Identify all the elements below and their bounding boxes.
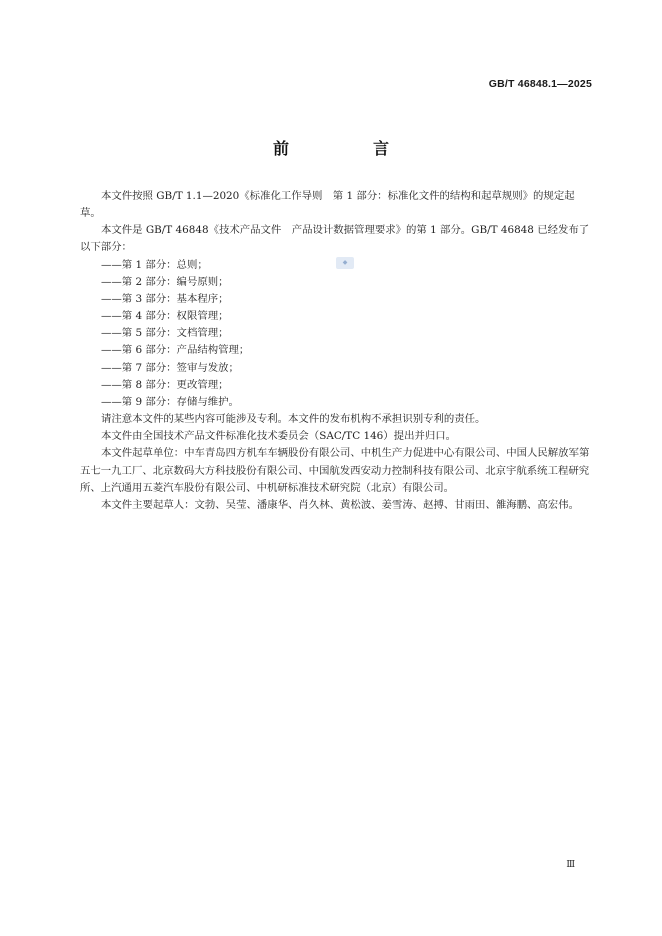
list-item: ——第 4 部分：权限管理； xyxy=(101,310,229,323)
list-item: ——第 8 部分：更改管理； xyxy=(101,378,229,391)
paragraph-proposer: 本文件由全国技术产品文件标准化技术委员会（SAC/TC 146）提出并归口。 xyxy=(101,430,457,443)
list-item: ——第 9 部分：存储与维护。 xyxy=(101,395,239,408)
paragraph-drafting-units: 本文件起草单位：中车青岛四方机车车辆股份有限公司、中机生产力促进中心有限公司、中国人民解放军第五七一九工厂、北京数码大方科技股份有限公司、中国航发西安动力控制科技有限公司、北京宇航系统工程研究所、上汽通用五菱汽车股份有限公司、中机研标准技术研究院（北京）有限公司。 xyxy=(80,447,590,494)
paragraph-patent-notice: 请注意本文件的某些内容可能涉及专利。本文件的发布机构不承担识别专利的责任。 xyxy=(101,413,486,426)
list-item: ——第 3 部分：基本程序； xyxy=(101,292,229,305)
list-item: ——第 7 部分：签审与发放； xyxy=(101,361,239,374)
watermark-logo-icon: ◆ xyxy=(336,257,354,269)
list-item: ——第 5 部分：文档管理； xyxy=(101,327,229,340)
foreword-body xyxy=(80,188,592,514)
list-item: ——第 6 部分：产品结构管理； xyxy=(101,344,250,357)
page-title: 前 言 xyxy=(272,139,423,158)
list-item: ——第 2 部分：编号原则； xyxy=(101,275,229,288)
paragraph-series-intro: 本文件是 GB/T 46848《技术产品文件 产品设计数据管理要求》的第 1 部分。GB/T 46848 已经发布了以下部分： xyxy=(80,224,590,254)
paragraph-drafters: 本文件主要起草人：文勃、吴莹、潘康华、肖久林、黄松波、姜雪涛、赵搏、甘雨田、雒海鹏、高宏伟。 xyxy=(101,498,579,511)
page-number: Ⅲ xyxy=(566,860,575,870)
list-item: ——第 1 部分：总则； xyxy=(101,258,208,271)
standard-code: GB/T 46848.1—2025 xyxy=(488,78,592,90)
paragraph-drafting-rules: 本文件按照 GB/T 1.1—2020《标准化工作导则 第 1 部分：标准化文件的结构和起草规则》的规定起草。 xyxy=(80,190,575,220)
